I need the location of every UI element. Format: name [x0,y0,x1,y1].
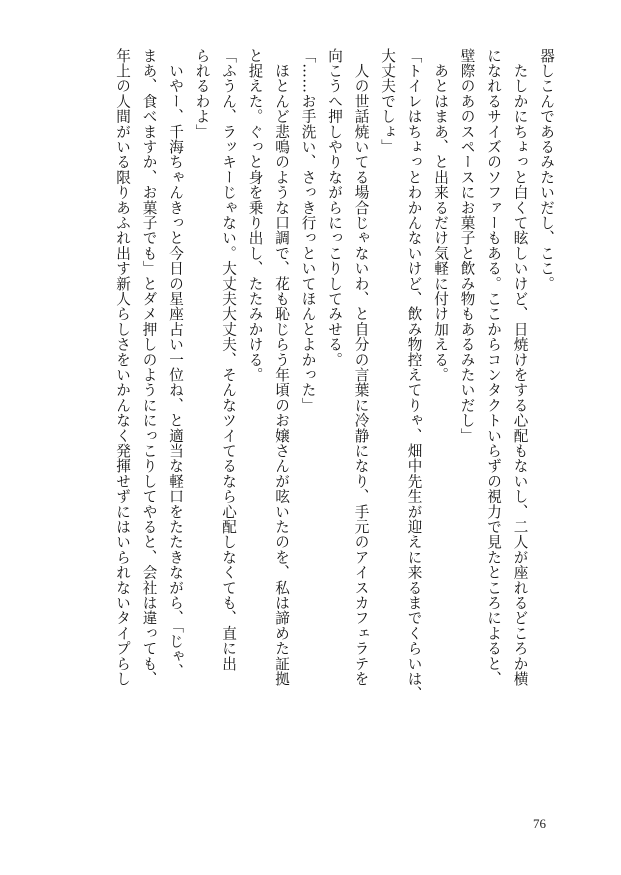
text-line: と捉えた。ぐっと身を乗り出し、たたみかける。 [246,48,264,383]
vertical-text-block [59,48,559,800]
text-line: 「……お手洗い、さっき行っといてほんとよかった」 [299,48,317,413]
text-line: あとはまあ、と出来るだけ気軽に付け加える。 [432,48,449,383]
text-line: ほとんど悲鳴のような口調で、花も恥じらう年頃のお嬢さんが呟いたのを、私は諦めた証拠 [273,48,290,687]
text-line: 「ふうん、ラッキーじゃない。大丈夫大丈夫、そんなツイてるなら心配しなくても、直に出 [220,48,237,672]
text-line: 人の世話焼いてる場合じゃないわ、と自分の言葉に冷静になり、手元のアイスカフェラテを [352,48,370,687]
text-line: まあ、食べますか、お菓子でも」とダメ押しのようににっこりしてやると、会社は違っても、 [140,48,158,687]
text-line: 向こうへ押しやりながらにっこりしてみせる。 [326,48,343,368]
text-line: 年上の人間がいる限りあふれ出す新人らしさをいかんなく発揮せずにはいられないタイプらし [114,48,131,687]
text-line: 器しこんであるみたいだし、ここ。 [538,48,555,292]
text-line: られるわよ」 [193,48,211,140]
text-line: 「トイレはちょっとわかんないけど、飲み物控えてりゃ、畑中先生が迎えに来るまでくらいは、 [405,48,423,702]
text-line: 壁際のあのスペースにお菓子と飲み物もあるみたいだし」 [458,48,476,444]
page-number: 76 [533,816,546,831]
text-line: になれるサイズのソファーもある。ここからコンタクトいらずの視力で見たところによると、 [485,48,502,687]
text-line: たしかにちょっと白くて眩しいけど、日焼けをする心配もないし、二人が座れるどころか横 [511,48,529,687]
text-line: 大丈夫でしょ」 [379,48,396,155]
text-line: いやー、千海ちゃんきっと今日の星座占い一位ね、と適当な軽口をたたきながら、「じゃ、 [167,48,184,680]
